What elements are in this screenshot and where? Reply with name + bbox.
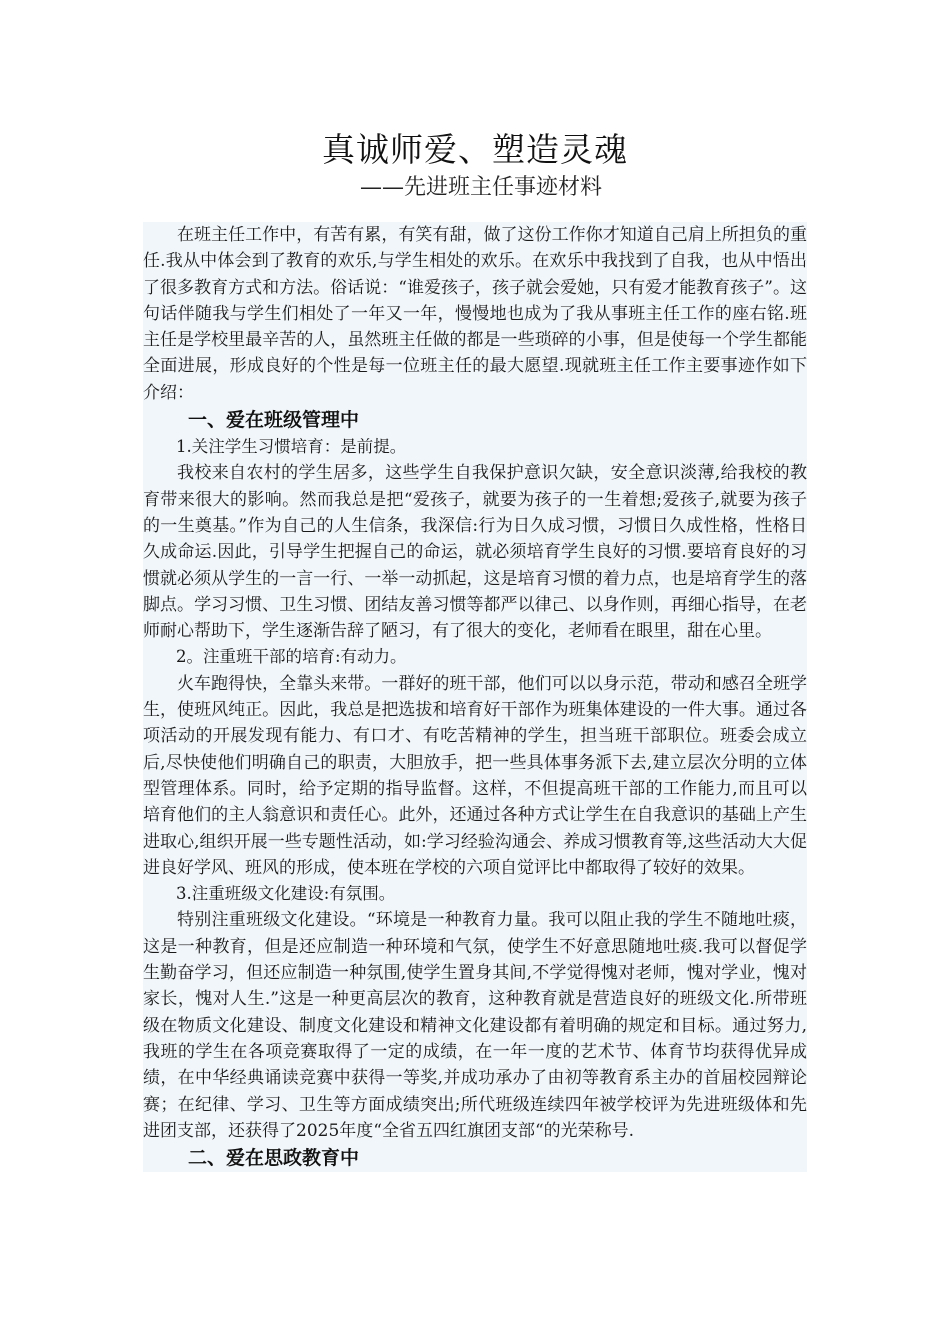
document-subtitle: ——先进班主任事迹材料 xyxy=(360,175,603,200)
item-body-1: 我校来自农村的学生居多，这些学生自我保护意识欠缺，安全意识淡薄,给我校的教育带来很大的影响。然而我总是把“爱孩子，就要为孩子的一生着想;爱孩子,就要为孩子的一生奠基。”作为自己的人生信条，我深信:行为日久成习惯，习惯日久成性格，性格日久成命运.因此，引导学生把握自己的命运，就必须培育学生良好的习惯.要培育良好的习惯就必须从学生的一言一行、一举一动抓起，这是培育习惯的着力点，也是培育学生的落脚点。学习习惯、卫生习惯、团结友善习惯等都严以律己、以身作则，再细心指导，在老师耐心帮助下，学生逐渐告辞了陋习，有了很大的变化，老师看在眼里，甜在心里。 xyxy=(143,463,807,642)
document-body xyxy=(143,222,807,1172)
item-title-2: 2。注重班干部的培育:有动力。 xyxy=(176,647,407,667)
document-title: 真诚师爱、塑造灵魂 xyxy=(322,130,628,169)
section-heading-1: 一、爱在班级管理中 xyxy=(188,409,360,432)
item-title-1: 1.关注学生习惯培育：是前提。 xyxy=(176,437,407,457)
intro-paragraph: 在班主任工作中，有苦有累，有笑有甜，做了这份工作你才知道自己肩上所担负的重任.我从中体会到了教育的欢乐,与学生相处的欢乐。在欢乐中我找到了自我，也从中悟出了很多教育方式和方法。俗话说：“谁爱孩子，孩子就会爱她，只有爱才能教育孩子”。这句话伴随我与学生们相处了一年又一年，慢慢地也成为了我从事班主任工作的座右铭.班主任是学校里最辛苦的人，虽然班主任做的都是一些琐碎的小事，但是使每一个学生都能全面进展，形成良好的个性是每一位班主任的最大愿望.现就班主任工作主要事迹作如下介绍： xyxy=(143,225,807,403)
item-body-3: 特别注重班级文化建设。“环境是一种教育力量。我可以阻止我的学生不随地吐痰，这是一种教育，但是还应制造一种环境和气氛，使学生不好意思随地吐痰.我可以督促学生勤奋学习，但还应制造一种氛围,使学生置身其间,不学觉得愧对老师，愧对学业，愧对家长，愧对人生.”这是一种更高层次的教育，这种教育就是营造良好的班级文化.所带班级在物质文化建设、制度文化建设和精神文化建设都有着明确的规定和目标。通过努力,我班的学生在各项竞赛取得了一定的成绩，在一年一度的艺术节、体育节均获得优异成绩，在中华经典诵读竞赛中获得一等奖,并成功承办了由初等教育系主办的首届校园辩论赛；在纪律、学习、卫生等方面成绩突出;所代班级连续四年被学校评为先进班级体和先进团支部，还获得了2025年度“全省五四红旗团支部“的光荣称号. xyxy=(143,910,807,1141)
item-body-2: 火车跑得快，全靠头来带。一群好的班干部，他们可以以身示范，带动和感召全班学生，使班风纯正。因此，我总是把选拔和培育好干部作为班集体建设的一件大事。通过各项活动的开展发现有能力、有口才、有吃苦精神的学生，担当班干部职位。班委会成立后,尽快使他们明确自己的职责，大胆放手，把一些具体事务派下去,建立层次分明的立体型管理体系。同时，给予定期的指导监督。这样，不但提高班干部的工作能力,而且可以培育他们的主人翁意识和责任心。此外，还通过各种方式让学生在自我意识的基础上产生进取心,组织开展一些专题性活动，如:学习经验沟通会、养成习惯教育等,这些活动大大促进良好学风、班风的形成，使本班在学校的六项自觉评比中都取得了较好的效果。 xyxy=(143,673,807,878)
item-title-3: 3.注重班级文化建设:有氛围。 xyxy=(176,884,396,904)
section-heading-2: 二、爱在思政教育中 xyxy=(188,1147,360,1170)
